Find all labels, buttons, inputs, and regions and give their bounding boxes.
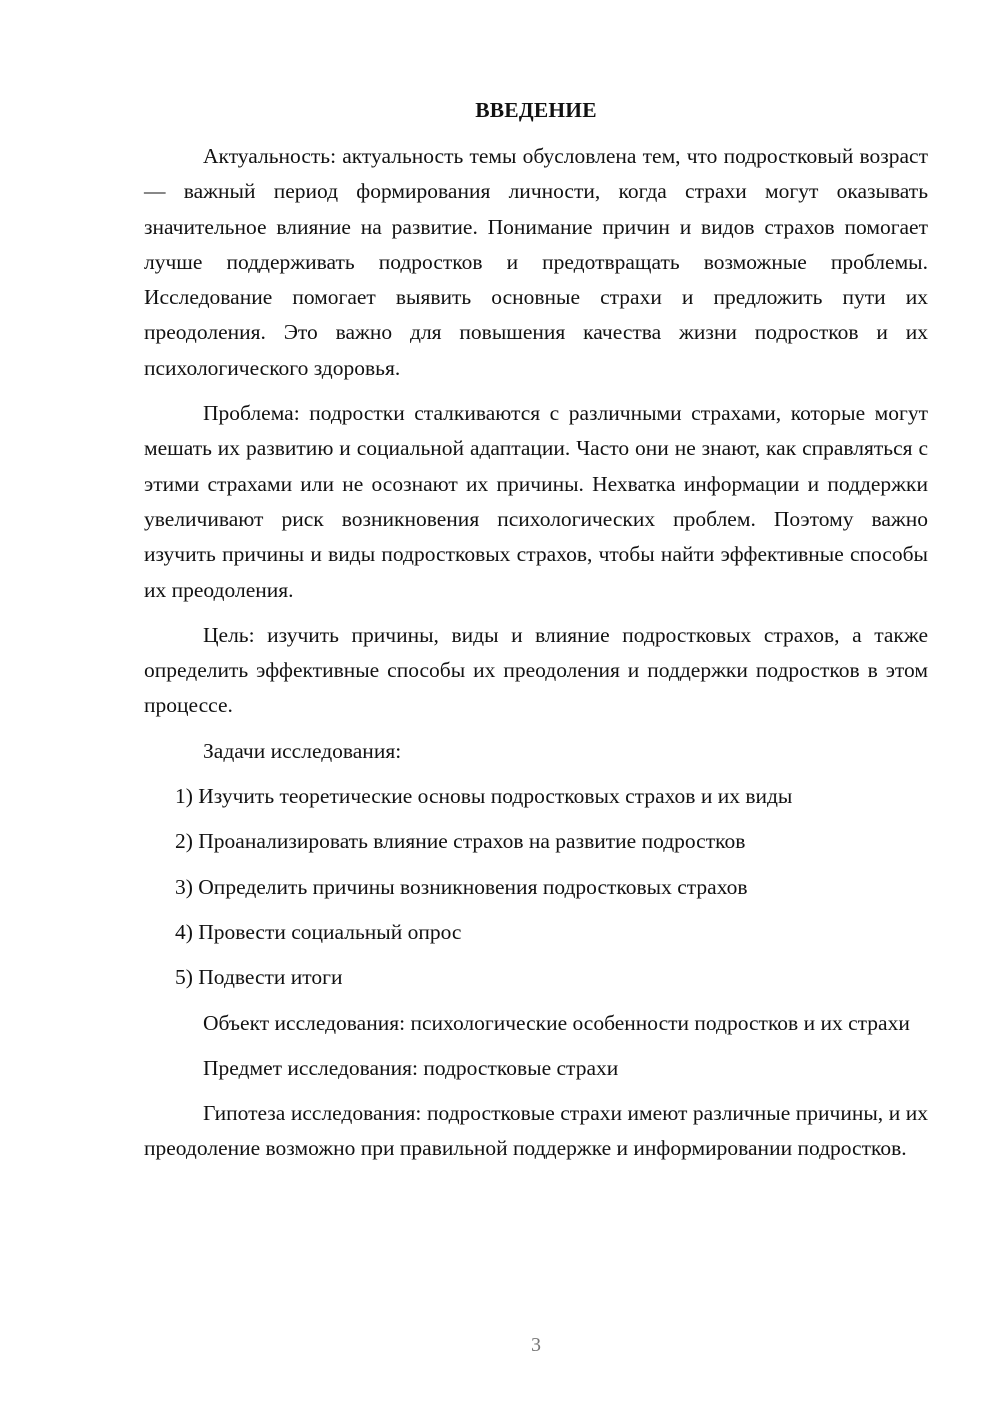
task-list	[144, 779, 928, 995]
paragraph-object: Объект исследования: психологические особенности подростков и их страхи	[203, 1010, 910, 1035]
page-number: 3	[531, 1334, 541, 1356]
paragraph-relevance: Актуальность: актуальность темы обусловлена тем, что подростковый возраст — важный период формирования личности, когда страхи могут оказывать значительное влияние на развитие. Понимание причин и видов страхов помогает лучше поддерживать подростков и предотвращать возможные проблемы. Исследование помогает выявить основные страхи и предложить пути их преодоления. Это важно для повышения качества жизни подростков и их психологического здоровья.	[144, 144, 928, 380]
list-item: 3) Определить причины возникновения подростковых страхов	[175, 874, 748, 899]
paragraph-goal: Цель: изучить причины, виды и влияние подростковых страхов, а также определить эффективные способы их преодоления и поддержки подростков в этом процессе.	[144, 622, 928, 718]
section-heading: ВВЕДЕНИЕ	[475, 98, 597, 122]
page-content	[144, 95, 928, 1177]
list-item: 5) Подвести итоги	[175, 965, 343, 990]
paragraph-hypothesis: Гипотеза исследования: подростковые страхи имеют различные причины, и их преодоление возможно при правильной поддержке и информировании подростков.	[144, 1101, 928, 1161]
list-item: 1) Изучить теоретические основы подростковых страхов и их виды	[175, 784, 793, 809]
list-item: 2) Проанализировать влияние страхов на развитие подростков	[175, 829, 746, 854]
paragraph-tasks-heading: Задачи исследования:	[203, 738, 402, 763]
paragraph-problem: Проблема: подростки сталкиваются с различными страхами, которые могут мешать их развитию и социальной адаптации. Часто они не знают, как справляться с этими страхами или не осознают их причины. Нехватка информации и поддержки увеличивают риск возникновения психологических проблем. Поэтому важно изучить причины и виды подростковых страхов, чтобы найти эффективные способы их преодоления.	[144, 401, 928, 602]
list-item: 4) Провести социальный опрос	[175, 919, 462, 944]
paragraph-subject: Предмет исследования: подростковые страхи	[203, 1055, 619, 1080]
